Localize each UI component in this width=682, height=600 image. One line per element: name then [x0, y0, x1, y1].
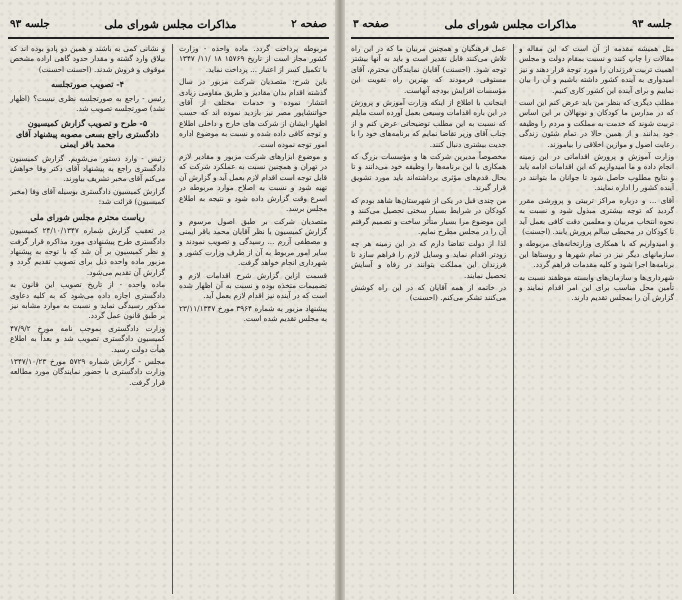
page-number: صفحه ۳: [353, 18, 389, 30]
session-number: جلسه ۹۳: [10, 18, 50, 30]
section-heading: ۵- طرح و تصویب گزارش کمیسیون دادگستری راجع بسعی مصوبه پیشنهاد آقای محمد باقر ایمنی: [16, 118, 159, 150]
paragraph: رئیس - وارد دستور می‌شویم. گزارش کمیسیون دادگستری راجع به پیشنهاد آقای دکتر وفا خواهش می‌کنم آقای مخبر تشریف بیاورند.: [10, 153, 165, 184]
paragraph: گزارش کمیسیون دادگستری بوسیله آقای وفا (مخبر کمیسیون) قرائت شد:: [10, 186, 165, 207]
paragraph: و نشانی کمی به باشند و همین دو پادو بوده اند که بیلاق وارد گشته و مقدار حدود گاهی اراده مشخص موقوف و فروش شدند. (احسنت احسنت): [10, 44, 165, 74]
column-divider: [513, 44, 514, 594]
page-header: [353, 14, 672, 34]
right-page: [343, 0, 682, 600]
paragraph: قسمت ازاین گزارش شرح اقدامات لازم و تصمیمات متخذه بوده و نسبت به آن اظهار شده است که در آینده نیز اقدام لازم بعمل آید.: [179, 270, 327, 301]
text-column-left: [10, 44, 165, 596]
text-column-right: [179, 44, 327, 596]
left-page: [0, 0, 337, 600]
journal-title: مذاکرات مجلس شورای ملی: [104, 17, 237, 31]
paragraph: مربوطه پرداخت گردد. ماده واحده - وزارت کشور مجاز است از تاریخ ۱۵۷۶۹ ۱۸ /۱۱/ ۱۳۴۷ با تکمیل کسر از اعتبار ... پرداخت نماید.: [179, 44, 327, 74]
paragraph: رئیس - راجع به صورتجلسه نظری نیست؟ (اظهار نشد) صورتجلسه تصویب شد.: [10, 93, 165, 114]
text-column-left: [351, 44, 506, 596]
paragraph: مطلب دیگری که بنظر من باید عرض کنم این است که در مدارس ما کودکان و نونهالان بر این اساس تربیت شوند که خدمت به مملکت و مردم را وظیفه خود بدانند و از همین حالا در تمام شئون زندگی رعایت اصول و موازین اخلاقی را بیاموزند.: [519, 98, 674, 149]
paragraph: مجلس - گزارش شماره ۵۷۲۹ مورخ ۱۳۴۷/۱۰/۲۳ وزارت دادگستری با حضور نمایندگان مورد مطالعه قرار گرفت.: [10, 356, 165, 387]
paragraph: و موضوع ابزارهای شرکت مزبور و مقادیر لازم در تهران و همچنین نسبت به عملکرد شرکت که قابل توجه است اقدام لازم بعمل آید و گزارش آن تهیه شود و نسبت به اصلاح موارد مربوطه در اسرع وقت گزارش داده شود و نتیجه به اطلاع مجلس برسد.: [179, 152, 327, 214]
paragraph: و امیدواریم که با همکاری وزارتخانه‌های مربوطه و سازمانهای دیگر نیز در تمام شهرها و روستاها این برنامه‌ها اجرا شود و کلیه مقدمات فراهم گردد.: [519, 239, 674, 270]
paragraph: وزارت آموزش و پرورش اقداماتی در این زمینه انجام داده و ما امیدواریم که این اقدامات ادامه یابد و نتایج مطلوب حاصل شود تا جوانان ما بتوانند در آینده کشور را اداره نمایند.: [519, 152, 674, 193]
paragraph: آقای ... و درباره مراکز تربیتی و پرورشی مقرر گردید که توجه بیشتری مبذول شود و نسبت به نحوه انتخاب مربیان و معلمین دقت کافی بعمل آید تا کودکان در محیطی سالم پرورش یابند. (احسنت): [519, 195, 674, 236]
paragraph: مخصوصاً مدیرین شرکت ها و مؤسسات بزرگ که همکاری با این برنامه‌ها را وظیفه خود می‌دانند و تا بحال قدم‌های مؤثری برداشته‌اند باید مورد تشویق قرار گیرند.: [351, 152, 506, 193]
paragraph: عمل فرهنگیان و همچنین مربیان ما که در این راه تلاش می‌کنند قابل تقدیر است و باید به آنها بیشتر توجه شود. (احسنت) آقایان نمایندگان محترم، آقای مستوفی فرمودند که بهترین راه تقویت این مؤسسات افزایش بودجه آنهاست.: [351, 44, 506, 95]
paragraph: در خاتمه از همه آقایان که در این راه کوشش می‌کنند تشکر می‌کنم. (احسنت): [351, 282, 506, 303]
page-header: [10, 14, 327, 34]
column-divider: [172, 44, 173, 594]
paragraph: باین شرح: متصدیان شرکت مزبور در سال گذشته اقدام بدان مقادیر و طریق مقاومی زیادی انتشار نموده و خدمات مختلف از آقای حواتنشاپور مصر نیز بازدید نموده اند که حسب اظهار ایشان از شرکت های خارج و داخلی اطلاع و توجه کافی داده شده و نسبت به موضوع اداره امور توجه نموده است.: [179, 77, 327, 149]
header-rule: [8, 37, 329, 39]
paragraph: در تعقیب گزارش شماره ۲۴/۱۰/۱۳۴۷ کمیسیون دادگستری طرح پیشنهادی مورد مذاکره قرار گرفت و نظر کمیسیون بر آن شد که با توجه به پیشنهاد مزبور ماده واحده ذیل برای تصویب تقدیم گردد و گزارش آن تقدیم می‌شود.: [10, 226, 165, 277]
paragraph: مثل همیشه مقدمه از آن است که این مقاله و مقالات را چاپ کنند و نسبت بمقام دولت و مجلس اهمیت تربیت فرزندان را مورد توجه قرار دهند و نیز امیدواری به آینده کشور داشته باشیم و آن را بیان نماییم و برای آینده این کشور کاری کنیم.: [519, 44, 674, 95]
paragraph: ماده واحده - از تاریخ تصویب این قانون به دادگستری اجازه داده می‌شود که به کلیه دعاوی مذکور رسیدگی نماید و نسبت به موارد مشابه نیز بر طبق قانون عمل گردد.: [10, 280, 165, 321]
paragraph: متصدیان شرکت بر طبق اصول مرسوم و گزارش کمیسیون با نظر آقایان محمد باقر ایمنی و مصطفی آزرم ... رسیدگی و تصویب نمودند و سایر امور مربوط به آن از طرف وزارت کشور و شهرداری انجام خواهد گرفت.: [179, 216, 327, 268]
section-heading: ۴- تصویب صورتجلسه: [51, 79, 124, 90]
journal-title: مذاکرات مجلس شورای ملی: [444, 17, 577, 31]
header-rule: [351, 37, 674, 39]
paragraph: اینجانب با اطلاع از اینکه وزارت آموزش و پرورش در این باره اقدامات وسیعی بعمل آورده است مایلم که نسبت به این مطلب توضیحاتی عرض کنم و از جناب آقای وزیر تقاضا نمایم که برنامه‌های خود را با جدیت بیشتری دنبال کنند.: [351, 98, 506, 149]
paragraph: پیشنهاد مزبور به شماره ۳۹۶۴ مورخ ۲۳/۱۱/۱۳۴۷ به مجلس تقدیم شده است.: [179, 303, 327, 324]
session-number: جلسه ۹۳: [632, 18, 672, 30]
paragraph: وزارت دادگستری بموجب نامه مورخ ۴۷/۹/۲ کمیسیون دادگستری تصویب شد و بعداً به اطلاع هیأت دولت رسید.: [10, 323, 165, 354]
paragraph: شهرداری‌ها و سازمان‌های وابسته موظفند نسبت به تأمین محل مناسب برای این امر اقدام نمایند و گزارش آن را بمجلس تقدیم دارند.: [519, 272, 674, 303]
paragraph: لذا از دولت تقاضا دارم که در این زمینه هر چه زودتر اقدام نماید و وسایل لازم را فراهم سازد تا فرزندان این مملکت بتوانند در رفاه و آسایش تحصیل نمایند.: [351, 239, 506, 280]
paragraph: من چندی قبل در یکی از شهرستان‌ها شاهد بودم که کودکان در شرایط بسیار سختی تحصیل می‌کنند و این موضوع مرا بسیار متأثر ساخت و تصمیم گرفتم آن را در مجلس مطرح نمایم.: [351, 195, 506, 236]
text-column-right: [519, 44, 674, 596]
section-heading: ریاست محترم مجلس شورای ملی: [30, 211, 145, 222]
page-number: صفحه ۲: [291, 18, 327, 30]
